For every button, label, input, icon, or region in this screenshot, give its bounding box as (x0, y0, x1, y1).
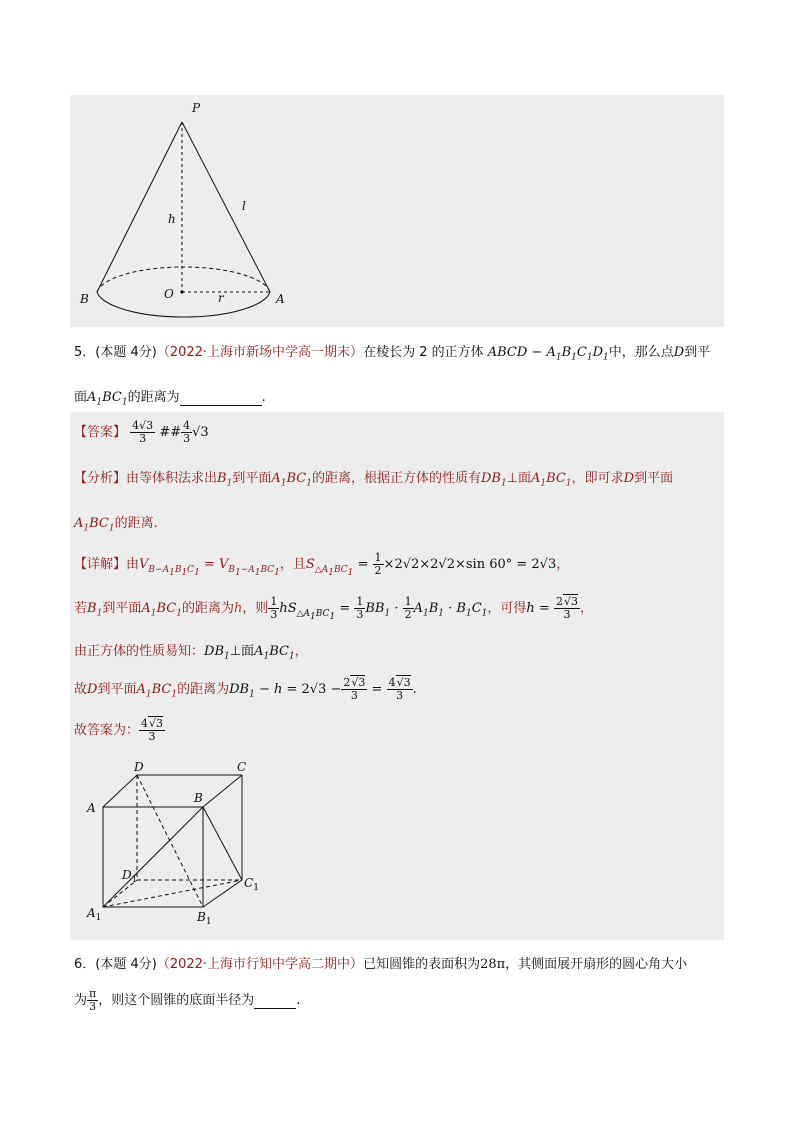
cube-label-C: C (237, 760, 247, 774)
detail-line4: 故D到平面$A_1BC_1$的距离为$DB_1 - h = 2√3$ − $\frac{2√3}{3}$ = $\frac{4√3}{3}$ . (74, 676, 417, 702)
q5-text3: 到平 (684, 345, 711, 360)
cone-label-center: O (164, 287, 174, 301)
cube-figure (70, 760, 310, 935)
cone-label-apex: P (192, 101, 201, 115)
cube-label-A: A (87, 801, 96, 815)
q5-text1: 在棱长为 2 的正方体 (363, 345, 484, 360)
analysis-line2: $A_1BC_1$的距离. (74, 516, 158, 534)
answer-line: 【答案】 $\frac{4√3}{3}$ ## $\frac{4}{3}$ √3 (74, 419, 209, 445)
cube-label-C1: $C_1$ (244, 876, 259, 893)
q6-score: (本题 4分) (95, 957, 157, 972)
cone-label-right: A (276, 292, 285, 306)
detail-line2: 若$B_1$到平面$A_1BC_1$的距离为h，则 $\frac{1}{3}$ $hS_{\triangle A_1BC_1}$ = $\frac{1}{3}$ $BB_1$ · $\frac{1}{2}$ $A_1B_1 \cdot B_1C_1$，可得h = $\frac{2√3}{3}$ ， (74, 595, 593, 622)
cone-figure (70, 95, 724, 327)
q6-angle: $\frac{\pi}{3}$ (89, 987, 97, 1013)
q5-line1: 5．(本题 4分)（2022·上海市新场中学高一期末）在棱长为 2 的正方体 ABCD − $A_1B_1C_1D_1$中，那么点D到平 (74, 345, 711, 363)
answer-fraction: $\frac{4√3}{3}$ (132, 419, 154, 445)
analysis-line1: 【分析】由等体积法求出$B_1$到平面$A_1BC_1$的距离，根据正方体的性质有$DB_1\perp$面$A_1BC_1$，即可求D到平面 (74, 471, 674, 489)
cube-label-D1: $D_1$ (122, 868, 138, 885)
q5-text2: 中，那么点 (608, 345, 674, 360)
q5-cube-name: ABCD − $A_1B_1C_1D_1$ (487, 345, 609, 363)
q5-answer-blank (180, 390, 262, 406)
q5-score: (本题 4分) (95, 345, 157, 360)
analysis-tag: 【分析】 (74, 471, 127, 486)
cube-label-D: D (134, 760, 144, 774)
cube-label-B1: $B_1$ (197, 910, 212, 927)
q6-answer-blank (254, 993, 296, 1009)
cone-label-height: h (168, 212, 176, 226)
answer-sep: ## (159, 425, 182, 440)
detail-tag: 【详解】 (74, 557, 127, 572)
q5-source: （2022·上海市新场中学高一期末） (156, 345, 364, 360)
answer-tag: 【答案】 (74, 425, 127, 440)
detail-line1: 【详解】由$V_{B-A_1B_1C_1} = V_{B_1-A_1BC_1}$，且$S_{\triangle A_1BC_1}$ = $\frac{1}{2}$ ×2√2×2√2×sin 60° = 2√3， (74, 551, 570, 578)
cube-label-A1: $A_1$ (87, 906, 102, 923)
detail-line5: 故答案为： $\frac{4√3}{3}$ (74, 717, 164, 743)
cone-label-radius: r (218, 291, 224, 305)
cone-label-left: B (80, 292, 89, 306)
q5-line2: 面$A_1BC_1$的距离为 . (74, 390, 266, 408)
detail-line3: 由正方体的性质易知：$DB_1\perp$面$A_1BC_1$， (74, 644, 308, 662)
q5-number: 5． (74, 345, 96, 360)
q6-source: （2022·上海市行知中学高二期中） (156, 957, 364, 972)
q6-area: 28π (480, 957, 506, 972)
cube-label-B: B (194, 791, 203, 805)
q6-line2: 为 $\frac{\pi}{3}$ ，则这个圆锥的底面半径为 . (74, 987, 301, 1013)
q6-number: 6． (74, 957, 96, 972)
cone-label-slant: l (242, 199, 246, 213)
q6-line1: 6．(本题 4分)（2022·上海市行知中学高二期中）已知圆锥的表面积为28π，其侧面展开扇形的圆心角大小 (74, 957, 688, 972)
